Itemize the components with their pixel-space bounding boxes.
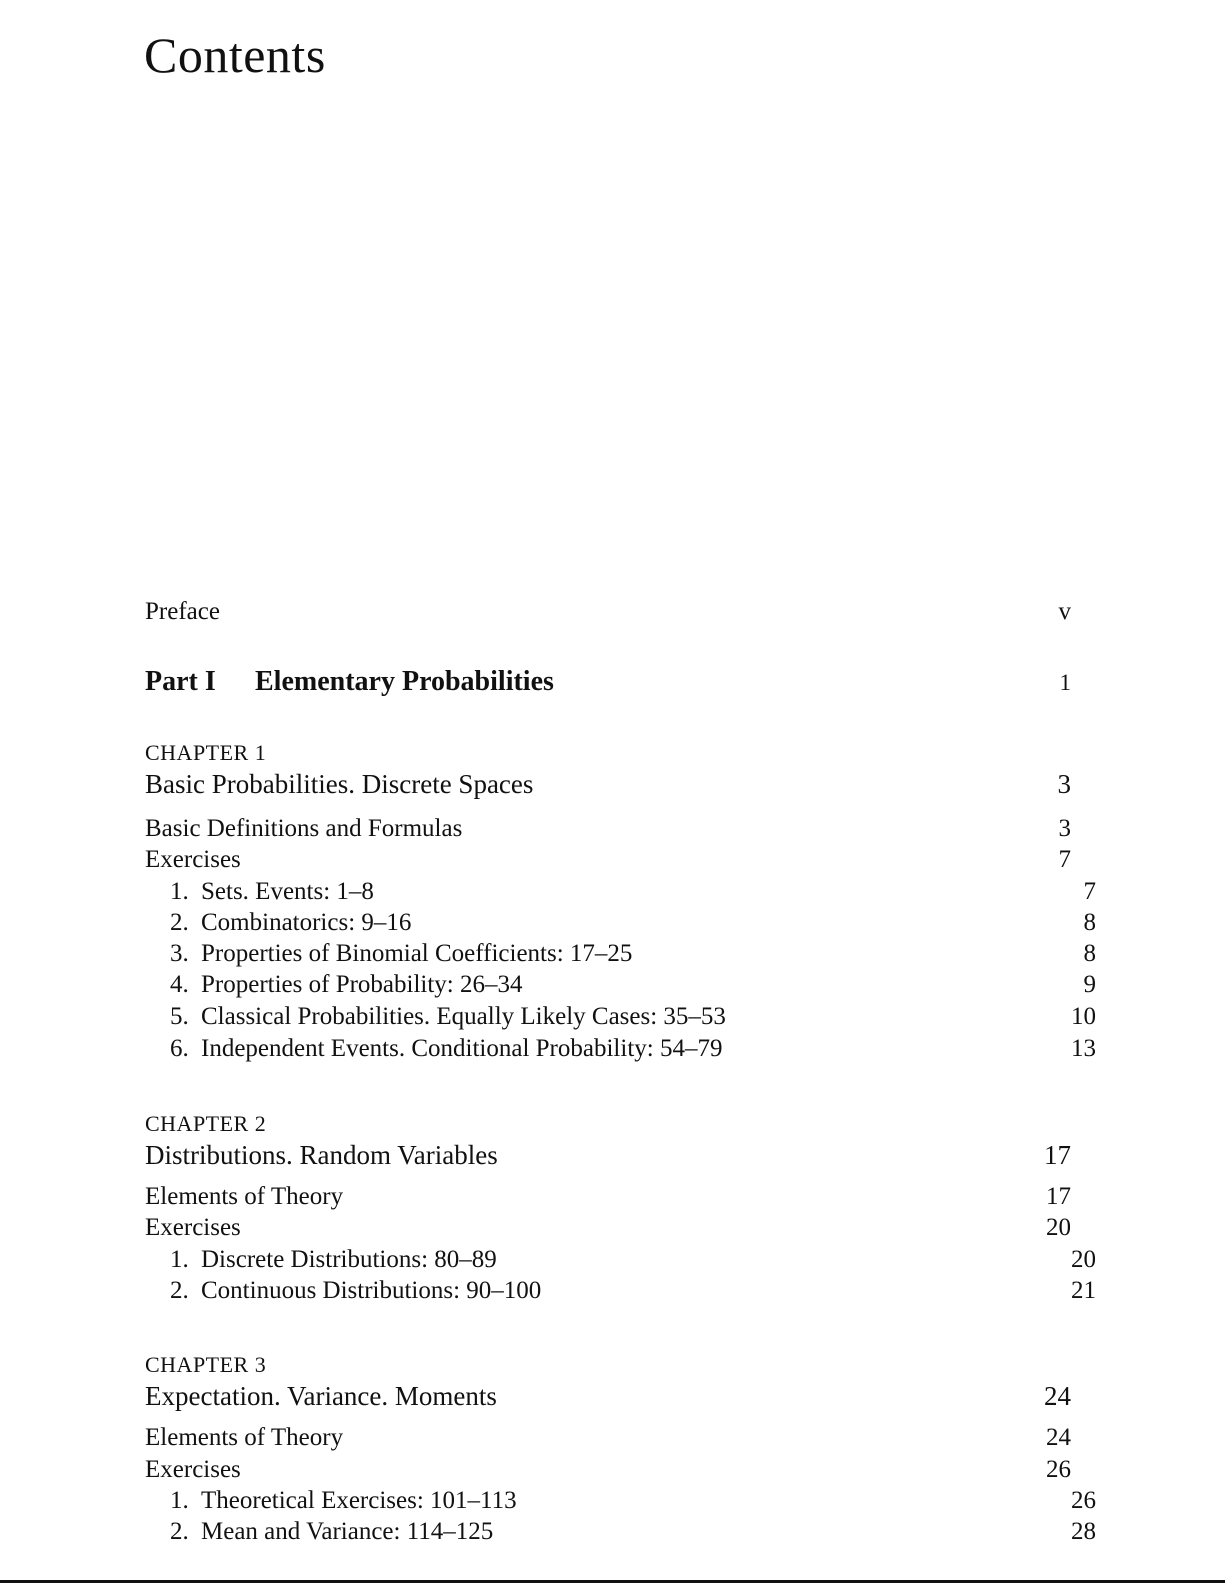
page-number: 8: [1083, 909, 1096, 936]
toc-entry: [145, 1213, 1071, 1243]
entry-title: Preface: [145, 598, 220, 625]
subentry-number: 2.: [170, 1277, 189, 1304]
page-number: 9: [1083, 971, 1096, 998]
toc-entry: [145, 1423, 1071, 1453]
subentry-number: 2.: [170, 1518, 189, 1545]
chapter-title: Expectation. Variance. Moments: [145, 1381, 497, 1411]
toc-subentry: [145, 1245, 1096, 1275]
subentry-title: Theoretical Exercises: 101–113: [201, 1487, 517, 1514]
table-of-contents: [145, 0, 1096, 1585]
toc-chapter-title: [145, 768, 1071, 800]
subentry-number: 2.: [170, 909, 189, 936]
part-title: Elementary Probabilities: [255, 666, 554, 697]
subentry-text: [170, 970, 523, 1000]
page-number: 17: [1046, 1183, 1071, 1210]
page-number: 7: [1058, 846, 1071, 873]
toc-entry: [145, 1182, 1071, 1212]
subentry-title: Sets. Events: 1–8: [201, 878, 374, 905]
page-number: 1: [1059, 670, 1071, 695]
toc-subentry: [145, 1486, 1096, 1516]
page-number: 24: [1046, 1424, 1071, 1451]
toc-entry: [145, 1455, 1071, 1485]
page-number: 17: [1044, 1140, 1071, 1170]
subentry-number: 1.: [170, 878, 189, 905]
toc-subentry: [145, 1276, 1096, 1306]
toc-subentry: [145, 1517, 1096, 1547]
chapter-label: CHAPTER 1: [145, 740, 267, 765]
toc-subentry: [145, 970, 1096, 1000]
entry-title: Exercises: [145, 1456, 241, 1483]
subentry-title: Combinatorics: 9–16: [201, 909, 412, 936]
toc-subentry: [145, 1002, 1096, 1032]
toc-subentry: [145, 1034, 1096, 1064]
subentry-text: [170, 939, 632, 969]
subentry-text: [170, 1486, 517, 1516]
subentry-number: 1.: [170, 1246, 189, 1273]
part-number: Part I: [145, 666, 216, 697]
subentry-title: Classical Probabilities. Equally Likely Cases: 35–53: [201, 1003, 726, 1030]
subentry-number: 4.: [170, 971, 189, 998]
entry-title: Elements of Theory: [145, 1183, 344, 1210]
chapter-title: Distributions. Random Variables: [145, 1140, 498, 1170]
page-number: 10: [1071, 1003, 1096, 1030]
page-number: 8: [1083, 940, 1096, 967]
toc-subentry: [145, 939, 1096, 969]
page-number: 26: [1071, 1487, 1096, 1514]
bottom-rule: [0, 1580, 1225, 1583]
toc-subentry: [145, 908, 1096, 938]
subentry-number: 1.: [170, 1487, 189, 1514]
subentry-title: Mean and Variance: 114–125: [201, 1518, 494, 1545]
page-number: 28: [1071, 1518, 1096, 1545]
subentry-text: [170, 877, 374, 907]
subentry-title: Continuous Distributions: 90–100: [201, 1277, 542, 1304]
subentry-number: 3.: [170, 940, 189, 967]
subentry-title: Discrete Distributions: 80–89: [201, 1246, 497, 1273]
subentry-text: [170, 1276, 541, 1306]
subentry-number: 5.: [170, 1003, 189, 1030]
page-number: 7: [1083, 878, 1096, 905]
page-number: 26: [1046, 1456, 1071, 1483]
subentry-text: [170, 1002, 726, 1032]
toc-entry: [145, 814, 1071, 844]
toc-chapter-title: [145, 1139, 1071, 1171]
entry-title: Elements of Theory: [145, 1424, 344, 1451]
subentry-number: 6.: [170, 1035, 189, 1062]
toc-subentry: [145, 877, 1096, 907]
toc-chapter-title: [145, 1380, 1071, 1412]
page-number: v: [1058, 598, 1071, 625]
subentry-title: Independent Events. Conditional Probability: 54–79: [201, 1035, 723, 1062]
entry-title: Basic Definitions and Formulas: [145, 815, 463, 842]
toc-entry: [145, 845, 1071, 875]
page-number: 13: [1071, 1035, 1096, 1062]
page-number: 20: [1046, 1214, 1071, 1241]
subentry-text: [170, 1245, 497, 1275]
page-number: 21: [1071, 1277, 1096, 1304]
page-number: 3: [1058, 815, 1071, 842]
subentry-text: [170, 1034, 722, 1064]
page-number: 20: [1071, 1246, 1096, 1273]
page-number: 3: [1057, 769, 1071, 799]
subentry-text: [170, 1517, 493, 1547]
chapter-label: CHAPTER 2: [145, 1111, 267, 1136]
entry-title: Exercises: [145, 846, 241, 873]
subentry-title: Properties of Probability: 26–34: [201, 971, 523, 998]
entry-title: Exercises: [145, 1214, 241, 1241]
page-number: 24: [1044, 1381, 1071, 1411]
part-heading: [145, 665, 554, 699]
chapter-label: CHAPTER 3: [145, 1352, 267, 1377]
subentry-title: Properties of Binomial Coefficients: 17–25: [201, 940, 633, 967]
page-title: Contents: [144, 27, 326, 83]
chapter-title: Basic Probabilities. Discrete Spaces: [145, 769, 534, 799]
toc-part-heading: [145, 665, 1071, 700]
subentry-text: [170, 908, 411, 938]
toc-entry-preface: [145, 597, 1071, 627]
